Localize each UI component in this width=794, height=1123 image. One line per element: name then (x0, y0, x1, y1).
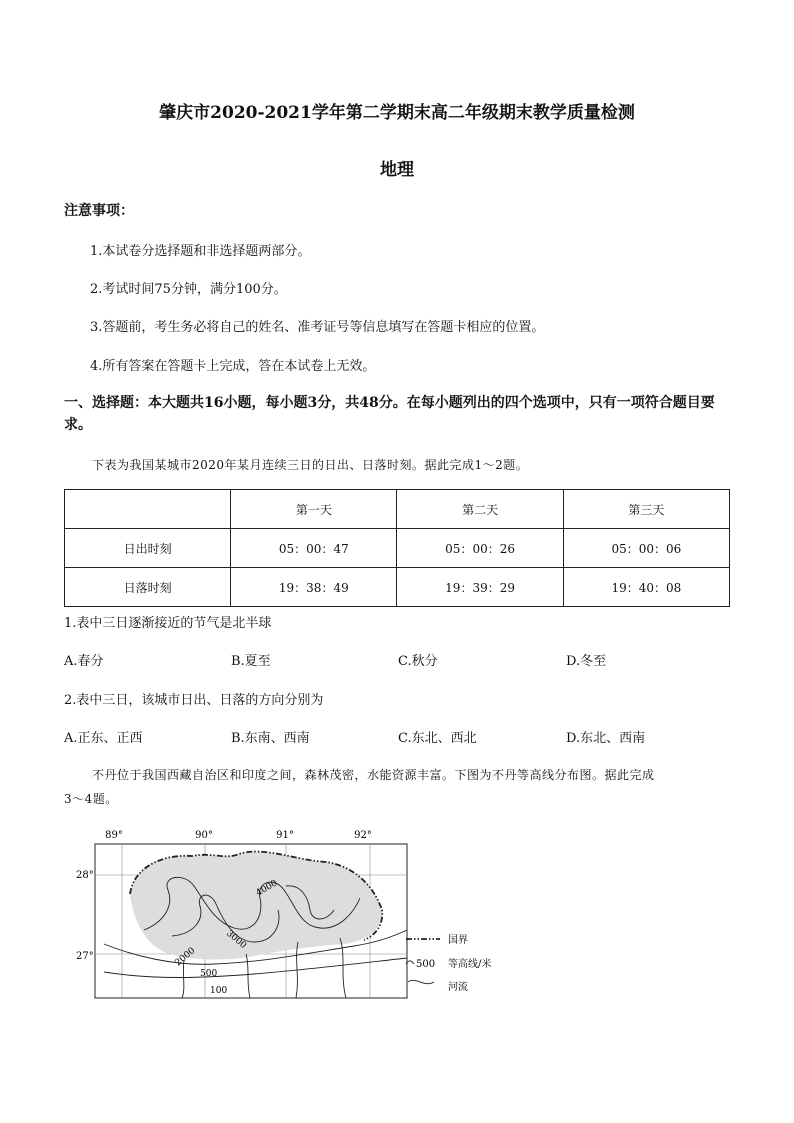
lat-label: 28° (76, 870, 94, 881)
table-cell: 19：39：29 (397, 568, 563, 607)
legend-river-label: 河流 (448, 982, 468, 993)
lon-label: 89° (105, 830, 123, 841)
contour-label: 500 (200, 969, 218, 979)
table-intro: 下表为我国某城市2020年某月连续三日的日出、日落时刻。据此完成1～2题。 (92, 458, 529, 472)
sun-times-table (64, 489, 730, 607)
table-header-cell (65, 490, 231, 529)
option-a: A.春分 (64, 654, 104, 669)
lon-label: 92° (354, 830, 372, 841)
row-label: 日出时刻 (65, 529, 231, 568)
table-header-row (65, 490, 730, 529)
table-header-cell: 第一天 (231, 490, 397, 529)
option-d: D.东北、西南 (566, 731, 646, 746)
legend-border-label: 国界 (448, 935, 468, 946)
notice-item: 4.所有答案在答题卡上完成，答在本试卷上无效。 (90, 359, 376, 374)
legend-river-symbol (408, 980, 434, 983)
subject-title: 地理 (380, 160, 414, 180)
row-label: 日落时刻 (65, 568, 231, 607)
lon-label: 90° (195, 830, 213, 841)
contour-label: 100 (210, 986, 228, 996)
lon-label: 91° (276, 830, 294, 841)
notice-heading: 注意事项： (64, 203, 134, 219)
option-a: A.正东、正西 (64, 731, 143, 746)
table-row (65, 568, 730, 607)
table-cell: 19：38：49 (231, 568, 397, 607)
contour-label: 4000 (254, 878, 280, 899)
section-heading: 一、选择题：本大题共16小题，每小题3分，共48分。在每小题列出的四个选项中，只有一项符合题目要求。 (64, 395, 715, 433)
contour-label: 3000 (224, 928, 249, 952)
notice-item: 2.考试时间75分钟，满分100分。 (90, 282, 287, 297)
table-cell: 05：00：06 (563, 529, 729, 568)
bhutan-contour-map (64, 826, 504, 1004)
map-intro-line1: 不丹位于我国西藏自治区和印度之间，森林茂密，水能资源丰富。下图为不丹等高线分布图。据此完成 (92, 768, 655, 782)
table-row (65, 529, 730, 568)
legend-contour-sample: 500 (416, 959, 436, 970)
option-d: D.冬至 (566, 654, 607, 669)
option-c: C.东北、西北 (398, 731, 477, 746)
question-stem: 2.表中三日，该城市日出、日落的方向分别为 (64, 693, 324, 708)
option-b: B.东南、西南 (231, 731, 310, 746)
lat-label: 27° (76, 951, 94, 962)
question-stem: 1.表中三日逐渐接近的节气是北半球 (64, 616, 272, 631)
table-cell: 19：40：08 (563, 568, 729, 607)
option-c: C.秋分 (398, 654, 438, 669)
table-header-cell: 第二天 (397, 490, 563, 529)
option-b: B.夏至 (231, 654, 271, 669)
highland-area (130, 852, 382, 960)
table-cell: 05：00：26 (397, 529, 563, 568)
contour-label: 2000 (173, 945, 198, 969)
notice-item: 3.答题前，考生务必将自己的姓名、准考证号等信息填写在答题卡相应的位置。 (90, 320, 545, 335)
map-intro-line2: 3～4题。 (64, 792, 118, 806)
notice-item: 1.本试卷分选择题和非选择题两部分。 (90, 244, 311, 259)
legend-contour-label: 等高线/米 (448, 959, 492, 970)
table-cell: 05：00：47 (231, 529, 397, 568)
table-header-cell: 第三天 (563, 490, 729, 529)
document-title: 肇庆市2020-2021学年第二学期末高二年级期末教学质量检测 (159, 103, 635, 123)
